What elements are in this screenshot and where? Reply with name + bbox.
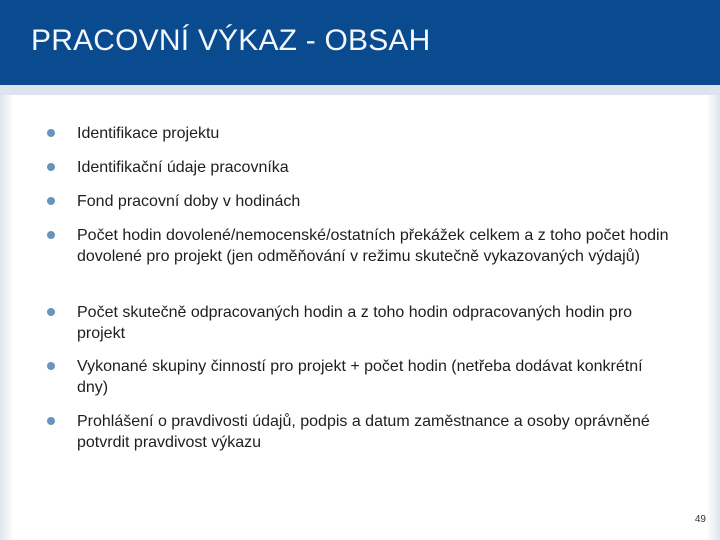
list-item: Počet hodin dovolené/nemocenské/ostatních překážek celkem a z toho počet hodin dovolené pro projekt (jen odměňování v režimu skutečně vykazovaných výdajů) [77, 227, 669, 265]
bullet-icon [47, 129, 55, 137]
list-item: Vykonané skupiny činností pro projekt + počet hodin (netřeba dodávat konkrétní dny) [77, 358, 643, 396]
bullet-icon [47, 163, 55, 171]
bullet-icon [47, 362, 55, 370]
page-number: 49 [694, 514, 706, 525]
bullet-icon [47, 417, 55, 425]
list-item: Identifikace projektu [77, 125, 220, 142]
list-item: Fond pracovní doby v hodinách [77, 193, 301, 210]
bullet-icon [47, 197, 55, 205]
slide-title: PRACOVNÍ VÝKAZ - OBSAH [31, 24, 431, 57]
list-item: Identifikační údaje pracovníka [77, 159, 289, 176]
list-item: Počet skutečně odpracovaných hodin a z toho hodin odpracovaných hodin pro projekt [77, 304, 633, 342]
list-item: Prohlášení o pravdivosti údajů, podpis a datum zaměstnance a osoby oprávněné potvrdit pravdivost výkazu [77, 413, 650, 451]
bullet-icon [47, 231, 55, 239]
bullet-icon [47, 308, 55, 316]
